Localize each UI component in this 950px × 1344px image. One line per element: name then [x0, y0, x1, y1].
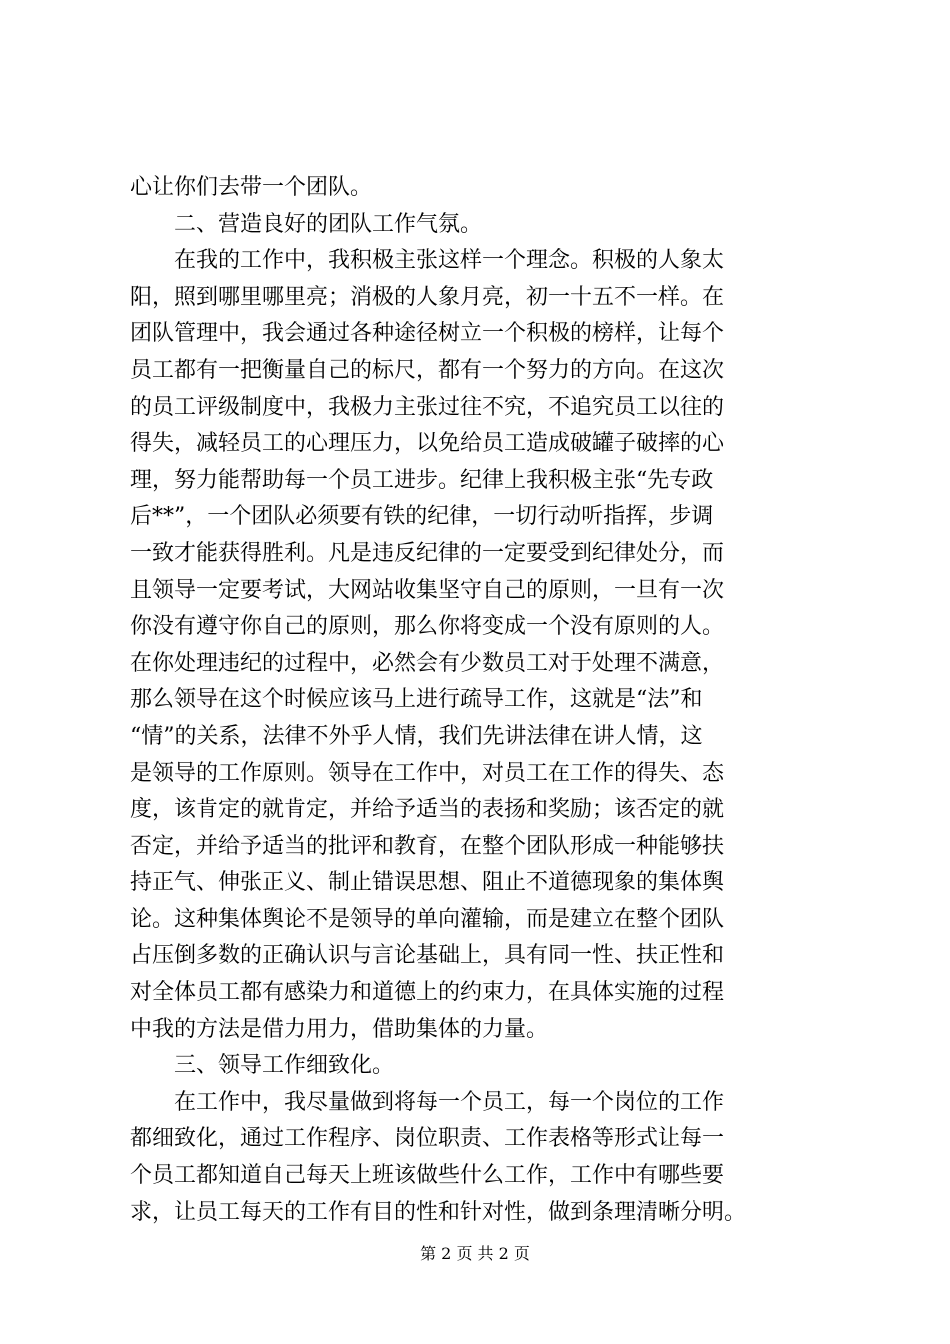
text-line: 你没有遵守你自己的原则，那么你将变成一个没有原则的人。: [130, 614, 725, 640]
text-line: 在你处理违纪的过程中，必然会有少数员工对于处理不满意，: [130, 650, 725, 676]
text-line: 是领导的工作原则。领导在工作中，对员工在工作的得失、态: [130, 760, 725, 786]
section-heading: 三、领导工作细致化。: [174, 1053, 395, 1079]
text-line: 一致才能获得胜利。凡是违反纪律的一定要受到纪律处分，而: [130, 540, 725, 566]
paragraph-start: 在我的工作中，我积极主张这样一个理念。积极的人象太: [174, 248, 725, 274]
text-line: 的员工评级制度中，我极力主张过往不究，不追究员工以往的: [130, 394, 725, 420]
text-line: 心让你们去带一个团队。: [130, 175, 373, 200]
text-line: “情”的关系，法律不外乎人情，我们先讲法律在讲人情，这: [130, 723, 703, 749]
text-line: 都细致化，通过工作程序、岗位职责、工作表格等形式让每一: [130, 1126, 725, 1152]
text-line: 否定，并给予适当的批评和教育，在整个团队形成一种能够扶: [130, 833, 725, 859]
text-line: 得失，减轻员工的心理压力，以免给员工造成破罐子破摔的心: [130, 431, 725, 457]
text-line: 持正气、伸张正义、制止错误思想、阻止不道德现象的集体舆: [130, 870, 725, 896]
text-line: 员工都有一把衡量自己的标尺，都有一个努力的方向。在这次: [130, 357, 725, 383]
paragraph-start: 在工作中，我尽量做到将每一个员工，每一个岗位的工作: [174, 1089, 725, 1115]
text-line: 理，努力能帮助每一个员工进步。纪律上我积极主张“先专政: [130, 467, 714, 493]
text-line: 论。这种集体舆论不是领导的单向灌输，而是建立在整个团队: [130, 906, 725, 932]
text-line: 团队管理中，我会通过各种途径树立一个积极的榜样，让每个: [130, 321, 725, 347]
text-line: 且领导一定要考试，大网站收集坚守自己的原则，一旦有一次: [130, 577, 725, 603]
text-line: 度，该肯定的就肯定，并给予适当的表扬和奖励；该否定的就: [130, 797, 725, 823]
text-line: 对全体员工都有感染力和道德上的约束力，在具体实施的过程: [130, 980, 725, 1006]
document-body: [130, 170, 842, 1231]
text-line: 求，让员工每天的工作有目的性和针对性，做到条理清晰分明。: [130, 1199, 747, 1225]
text-line: 中我的方法是借力用力，借助集体的力量。: [130, 1016, 549, 1042]
text-line: 后**”，一个团队必须要有铁的纪律，一切行动听指挥，步调: [130, 504, 714, 530]
section-heading: 二、营造良好的团队工作气氛。: [174, 211, 483, 237]
text-line: 那么领导在这个时候应该马上进行疏导工作，这就是“法”和: [130, 687, 703, 713]
text-line: 阳，照到哪里哪里亮；消极的人象月亮，初一十五不一样。在: [130, 284, 725, 310]
text-line: 占压倒多数的正确认识与言论基础上，具有同一性、扶正性和: [130, 943, 725, 969]
text-line: 个员工都知道自己每天上班该做些什么工作，工作中有哪些要: [130, 1163, 725, 1189]
page-number-footer: 第 2 页 共 2 页: [420, 1244, 530, 1263]
